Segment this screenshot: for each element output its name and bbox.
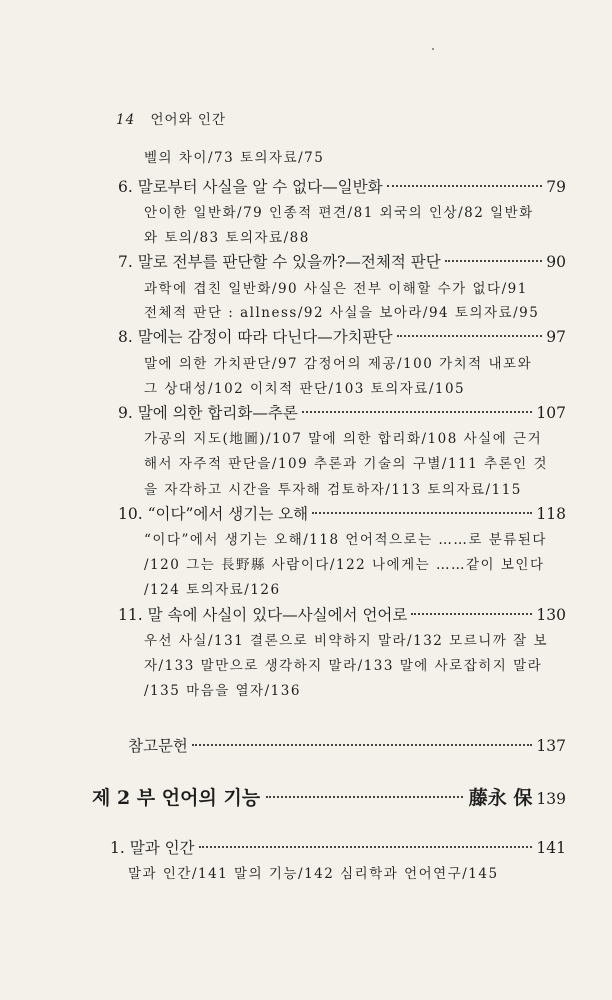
references-entry — [128, 736, 566, 756]
entry-page-number: 90 — [546, 253, 566, 271]
subtopic-line: /135 마음을 열자/136 — [144, 683, 301, 699]
subtopic-line: 벨의 차이/73 토의자료/75 — [144, 150, 325, 166]
subtopic-line: /124 토의자료/126 — [144, 582, 281, 598]
dot-leader — [312, 512, 532, 514]
toc-entry — [118, 403, 566, 423]
subtopic-line: 말에 의한 가치판단/97 감정어의 제공/100 가치적 내포와 — [144, 356, 533, 372]
subtopic-line: 말과 인간/141 말의 기능/142 심리학과 언어연구/145 — [128, 866, 499, 882]
entry-title: 7. 말로 전부를 판단할 수 있을까?—전체적 판단 — [118, 253, 441, 271]
subtopic-line: “이다”에서 생기는 오해/118 언어적으로는 ……로 분류된다 — [144, 532, 547, 548]
part-author: 藤永 保 — [468, 787, 533, 809]
subtopic-line: 가공의 지도(地圖)/107 말에 의한 합리화/108 사실에 근거 — [144, 431, 543, 447]
subtopic-line: 안이한 일반화/79 인종적 편견/81 외국의 인상/82 일반화 — [144, 205, 534, 221]
dot-leader — [445, 260, 543, 262]
subtopic-line: 우선 사실/131 결론으로 비약하지 말라/132 모르니까 잘 보 — [144, 633, 548, 649]
toc-entry — [110, 838, 566, 858]
entry-title: 8. 말에는 감정이 따라 다닌다—가치판단 — [118, 328, 393, 346]
dot-leader — [199, 846, 533, 848]
subtopic-line: 와 토의/83 토의자료/88 — [144, 230, 310, 246]
part-heading — [92, 788, 566, 809]
dot-leader — [192, 744, 533, 746]
entry-title: 10. “이다”에서 생기는 오해 — [118, 505, 309, 523]
subtopic-line: 과학에 겹친 일반화/90 사실은 전부 이해할 수가 없다/91 — [144, 281, 528, 297]
subtopic-line: 전체적 판단 : allness/92 사실을 보아라/94 토의자료/95 — [144, 305, 540, 321]
entry-title: 1. 말과 인간 — [110, 839, 195, 857]
running-header — [116, 108, 226, 128]
entry-page-number: 97 — [546, 328, 566, 346]
dot-leader — [302, 411, 533, 413]
toc-entry — [118, 504, 566, 524]
toc-entry — [118, 327, 566, 347]
entry-title: 11. 말 속에 사실이 있다—사실에서 언어로 — [118, 606, 408, 624]
part-page-number: 139 — [536, 790, 566, 808]
entry-title: 9. 말에 의한 합리화—추론 — [118, 404, 298, 422]
entry-page-number: 107 — [536, 404, 566, 422]
toc-entry — [118, 605, 566, 625]
entry-title: 6. 말로부터 사실을 알 수 없다—일반화 — [118, 178, 383, 196]
dot-leader — [387, 185, 543, 187]
page-speck — [432, 48, 434, 50]
references-title: 참고문헌 — [128, 737, 188, 755]
dot-leader — [411, 613, 532, 615]
entry-page-number: 141 — [536, 839, 566, 857]
entry-page-number: 118 — [536, 505, 566, 523]
entry-page-number: 130 — [536, 606, 566, 624]
toc-entry — [118, 252, 566, 272]
dot-leader — [266, 796, 463, 798]
toc-entry — [118, 177, 566, 197]
subtopic-line: /120 그는 長野縣 사람이다/122 나에게는 ……같이 보인다 — [144, 557, 545, 573]
entry-page-number: 79 — [546, 178, 566, 196]
part-title: 제 2 부 언어의 기능 — [92, 787, 261, 809]
page-number: 14 — [116, 112, 136, 128]
running-title: 언어와 인간 — [150, 112, 226, 128]
subtopic-line: 해서 자주적 판단을/109 추론과 기술의 구별/111 추론인 것 — [144, 456, 548, 472]
references-page-number: 137 — [536, 737, 566, 755]
dot-leader — [397, 335, 543, 337]
subtopic-line: 자/133 말만으로 생각하지 말라/133 말에 사로잡히지 말라 — [144, 658, 543, 674]
subtopic-line: 그 상대성/102 이치적 판단/103 토의자료/105 — [144, 381, 466, 397]
subtopic-line: 을 자각하고 시간을 투자해 검토하자/113 토의자료/115 — [144, 482, 522, 498]
